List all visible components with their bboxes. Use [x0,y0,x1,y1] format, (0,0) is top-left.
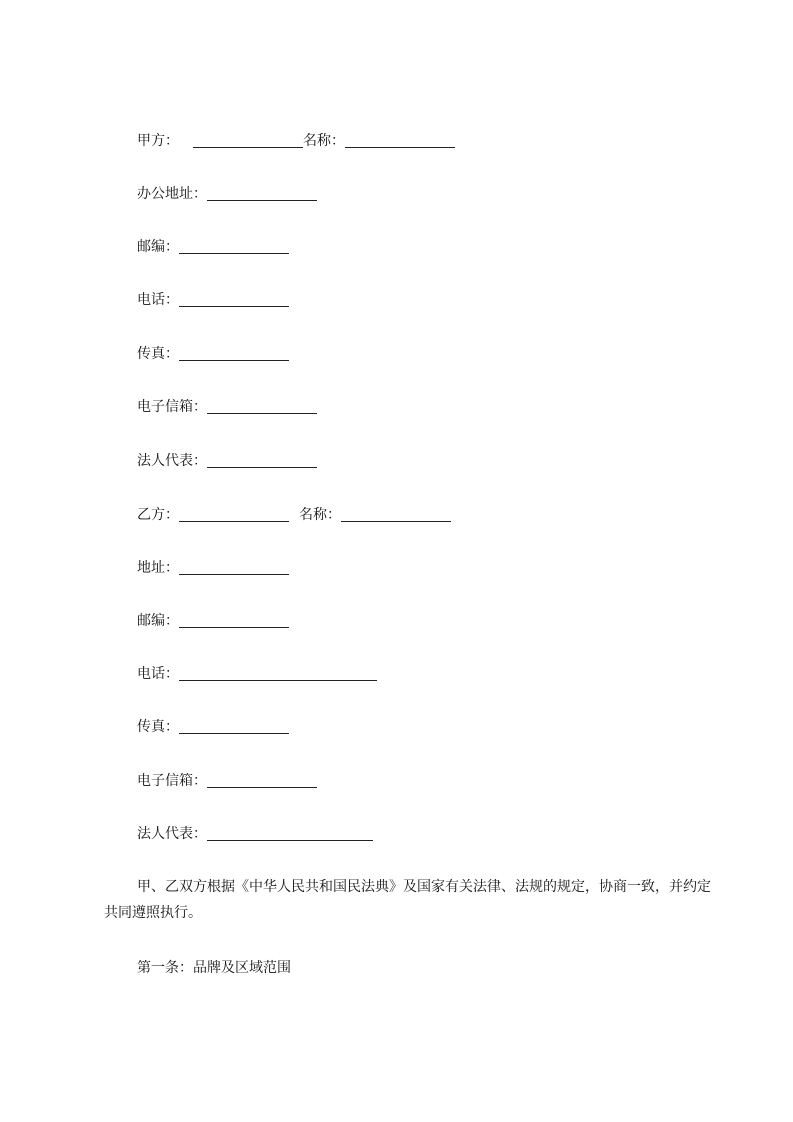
party-a-postcode-blank[interactable] [179,252,289,254]
party-b-legal-rep-line [137,824,373,844]
party-a-office-address-label: 办公地址： [137,186,207,202]
party-a-phone-blank[interactable] [179,305,289,307]
party-a-legal-rep-blank[interactable] [207,466,317,468]
party-b-phone-blank[interactable] [179,679,377,681]
party-a-office-address-blank[interactable] [207,199,317,201]
article-1-title: 第一条：品牌及区域范围 [137,960,291,976]
party-a-postcode-label: 邮编： [137,239,179,255]
party-a-fax-blank[interactable] [179,359,289,361]
party-b-address-label: 地址： [137,560,179,576]
party-a-blank[interactable] [193,146,303,148]
party-b-fax-blank[interactable] [179,732,289,734]
party-a-fax-label: 传真： [137,346,179,362]
party-a-email-line [137,397,317,417]
party-b-postcode-label: 邮编： [137,613,179,629]
party-a-postcode-line [137,237,289,257]
party-a-line [137,131,455,151]
party-b-postcode-blank[interactable] [179,626,289,628]
party-a-fax-line [137,344,289,364]
party-b-line [137,505,451,525]
intro-paragraph: 甲、乙双方根据《中华人民共和国民法典》及国家有关法律、法规的规定，协商一致，并约定共同遵照执行。 [104,879,711,921]
party-a-name-label: 名称： [303,133,345,149]
party-b-fax-line [137,717,289,737]
party-b-address-blank[interactable] [179,573,289,575]
party-a-phone-line [137,290,289,310]
party-a-legal-rep-label: 法人代表： [137,453,207,469]
party-b-label: 乙方： [137,507,179,523]
party-a-name-blank[interactable] [345,146,455,148]
party-b-address-line [137,558,289,578]
party-b-email-blank[interactable] [207,786,317,788]
party-a-email-blank[interactable] [207,412,317,414]
party-b-phone-label: 电话： [137,666,179,682]
party-b-legal-rep-label: 法人代表： [137,826,207,842]
party-b-postcode-line [137,611,289,631]
party-b-phone-line [137,664,377,684]
party-b-name-label: 名称： [299,507,341,523]
party-b-email-line [137,771,317,791]
party-a-email-label: 电子信箱： [137,399,207,415]
party-b-name-blank[interactable] [341,520,451,522]
party-a-office-address-line [137,184,317,204]
party-a-phone-label: 电话： [137,292,179,308]
party-b-legal-rep-blank[interactable] [207,839,373,841]
party-a-label: 甲方： [137,133,179,149]
party-b-blank[interactable] [179,520,289,522]
party-b-email-label: 电子信箱： [137,773,207,789]
party-a-legal-rep-line [137,451,317,471]
party-b-fax-label: 传真： [137,719,179,735]
